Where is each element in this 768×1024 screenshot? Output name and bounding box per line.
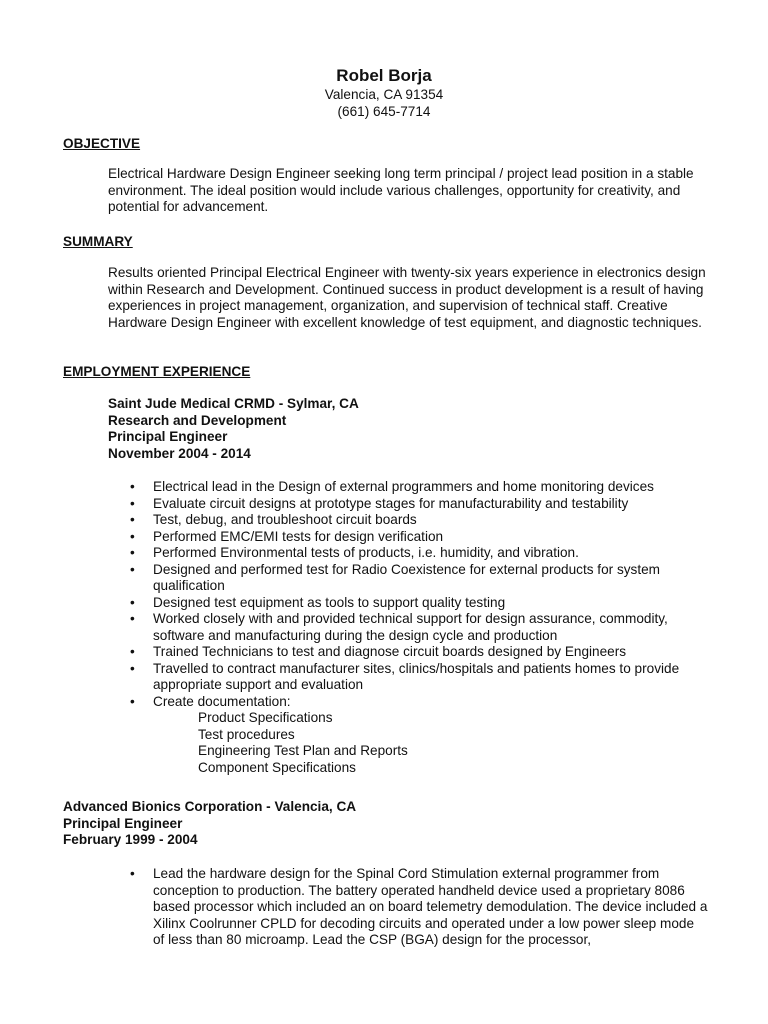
list-item: • Travelled to contract manufacturer sites, clinics/hospitals and patients homes to provide appropriate support and evaluation (130, 660, 680, 692)
list-item: • Performed EMC/EMI tests for design verification (130, 528, 444, 544)
job-role: Principal Engineer (63, 815, 183, 831)
job-company: Saint Jude Medical CRMD - Sylmar, CA (108, 396, 359, 411)
list-item: • Designed and performed test for Radio Coexistence for external products for system qualification (130, 561, 660, 593)
documentation-item: Component Specifications (198, 759, 356, 775)
objective-heading: OBJECTIVE (63, 136, 141, 151)
objective-text: Electrical Hardware Design Engineer seeking long term principal / project lead position in a stable environment. The ideal position would include various challenges, opportunity for creativity, and potential for advancement. (108, 166, 694, 214)
candidate-name: Robel Borja (336, 66, 432, 85)
job-header (63, 799, 356, 849)
summary-text: Results oriented Principal Electrical Engineer with twenty-six years experience in electronics design within Research and Development. Continued success in product development is a result of having experiences in project management, organization, and supervision of technical staff. Creative Hardware Design Engineer with excellent knowledge of test equipment, and diagnostic techniques. (108, 265, 706, 330)
bullet-icon: • (130, 660, 135, 676)
job-bullet-list (108, 479, 708, 776)
bullet-icon: • (130, 594, 135, 610)
job-role: Principal Engineer (108, 429, 228, 444)
job-header (108, 396, 359, 462)
job-department: Research and Development (108, 412, 287, 428)
list-item: • Lead the hardware design for the Spinal Cord Stimulation external programmer from conception to production. The battery operated handheld device used a proprietary 8086 based processor which included an on board telemetry demodulation. The device included a Xilinx Coolrunner CPLD for decoding circuits and operated under a low power sleep mode of less than 80 microamp. Lead the CSP (BGA) design for the processor, (130, 866, 708, 947)
list-item: • Designed test equipment as tools to support quality testing (130, 594, 506, 610)
documentation-item: Product Specifications (198, 710, 333, 725)
bullet-icon: • (130, 512, 135, 527)
bullet-icon: • (130, 528, 135, 544)
candidate-phone: (661) 645-7714 (337, 104, 431, 119)
bullet-icon: • (130, 561, 135, 577)
summary-heading: SUMMARY (63, 234, 133, 249)
documentation-item: Engineering Test Plan and Reports (198, 743, 408, 758)
list-item: • Evaluate circuit designs at prototype stages for manufacturability and testability (130, 495, 629, 511)
list-item: • Trained Technicians to test and diagnose circuit boards designed by Engineers (130, 644, 627, 659)
list-item: • Test, debug, and troubleshoot circuit boards (130, 512, 417, 527)
job-dates: February 1999 - 2004 (63, 832, 198, 847)
documentation-item: Test procedures (198, 726, 295, 742)
candidate-address: Valencia, CA 91354 (324, 87, 444, 102)
list-item: • Performed Environmental tests of products, i.e. humidity, and vibration. (130, 545, 579, 560)
bullet-icon: • (130, 545, 135, 560)
job-company: Advanced Bionics Corporation - Valencia, CA (63, 799, 357, 814)
bullet-icon: • (130, 644, 135, 659)
bullet-icon: • (130, 479, 135, 494)
list-item: • Worked closely with and provided technical support for design assurance, commodity, software and manufacturing during the design cycle and production (130, 611, 668, 643)
employment-heading: EMPLOYMENT EXPERIENCE (63, 364, 251, 379)
bullet-icon: • (130, 866, 135, 881)
bullet-icon: • (130, 495, 135, 511)
bullet-icon: • (130, 611, 135, 626)
resume-header (0, 66, 768, 120)
list-item: • Create documentation: Product Specifications Test procedures Engineering Test Plan and Reports Component Specifications (108, 694, 708, 777)
list-item: • Electrical lead in the Design of external programmers and home monitoring devices (130, 479, 654, 494)
bullet-icon: • (130, 693, 135, 709)
job-dates: November 2004 - 2014 (108, 445, 251, 461)
job-bullet-list (108, 866, 708, 949)
